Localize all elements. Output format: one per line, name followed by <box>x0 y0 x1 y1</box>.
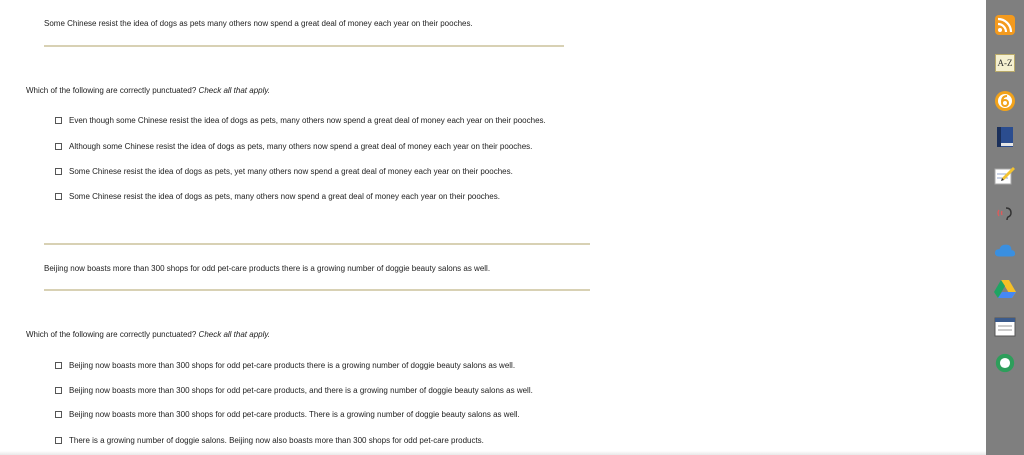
checkbox[interactable] <box>55 193 62 200</box>
a-z-icon[interactable]: A-Z <box>994 52 1016 74</box>
question-2: Which of the following are correctly punctuated? Check all that apply. <box>26 330 270 339</box>
divider-2 <box>44 243 590 245</box>
q2-option-3[interactable]: Beijing now boasts more than 300 shops for odd pet-care products. There is a growing number of doggie beauty salons as well. <box>55 408 520 420</box>
q2-option-1[interactable]: Beijing now boasts more than 300 shops for odd pet-care products there is a growing number of doggie beauty salons as well. <box>55 359 515 371</box>
q1-option-2[interactable]: Although some Chinese resist the idea of dogs as pets, many others now spend a great deal of money each year on their pooches. <box>55 140 532 152</box>
question-1: Which of the following are correctly punctuated? Check all that apply. <box>26 86 270 95</box>
six-icon[interactable] <box>994 90 1016 112</box>
q1-option-3[interactable]: Some Chinese resist the idea of dogs as pets, yet many others now spend a great deal of money each year on their pooches. <box>55 165 513 177</box>
ring-icon[interactable] <box>994 352 1016 374</box>
checkbox[interactable] <box>55 437 62 444</box>
q1-option-4[interactable]: Some Chinese resist the idea of dogs as pets, many others now spend a great deal of money each year on their pooches. <box>55 190 500 202</box>
drive-icon[interactable] <box>994 278 1016 300</box>
rss-icon[interactable] <box>994 14 1016 36</box>
checkbox[interactable] <box>55 143 62 150</box>
checkbox[interactable] <box>55 411 62 418</box>
cloud-icon[interactable] <box>994 240 1016 262</box>
q1-option-1[interactable]: Even though some Chinese resist the idea of dogs as pets, many others now spend a great deal of money each year on their pooches. <box>55 114 546 126</box>
sentence-1: Some Chinese resist the idea of dogs as pets many others now spend a great deal of money each year on their pooches. <box>44 19 473 28</box>
page-bottom-edge <box>0 451 986 455</box>
checkbox[interactable] <box>55 387 62 394</box>
pencil-note-icon[interactable] <box>994 164 1016 186</box>
divider-3 <box>44 289 590 291</box>
q2-option-4[interactable]: There is a growing number of doggie salons. Beijing now also boasts more than 300 shops for odd pet-care products. <box>55 434 484 446</box>
sentence-2: Beijing now boasts more than 300 shops for odd pet-care products there is a growing number of doggie beauty salons as well. <box>44 264 491 273</box>
checkbox[interactable] <box>55 117 62 124</box>
divider-1 <box>44 45 564 47</box>
right-sidebar <box>986 0 1024 455</box>
wifi-ear-icon[interactable] <box>994 202 1016 224</box>
checkbox[interactable] <box>55 168 62 175</box>
checkbox[interactable] <box>55 362 62 369</box>
q2-option-2[interactable]: Beijing now boasts more than 300 shops for odd pet-care products, and there is a growing number of doggie beauty salons as well. <box>55 384 533 396</box>
book-icon[interactable] <box>994 126 1016 148</box>
notepad-icon[interactable] <box>994 316 1016 338</box>
